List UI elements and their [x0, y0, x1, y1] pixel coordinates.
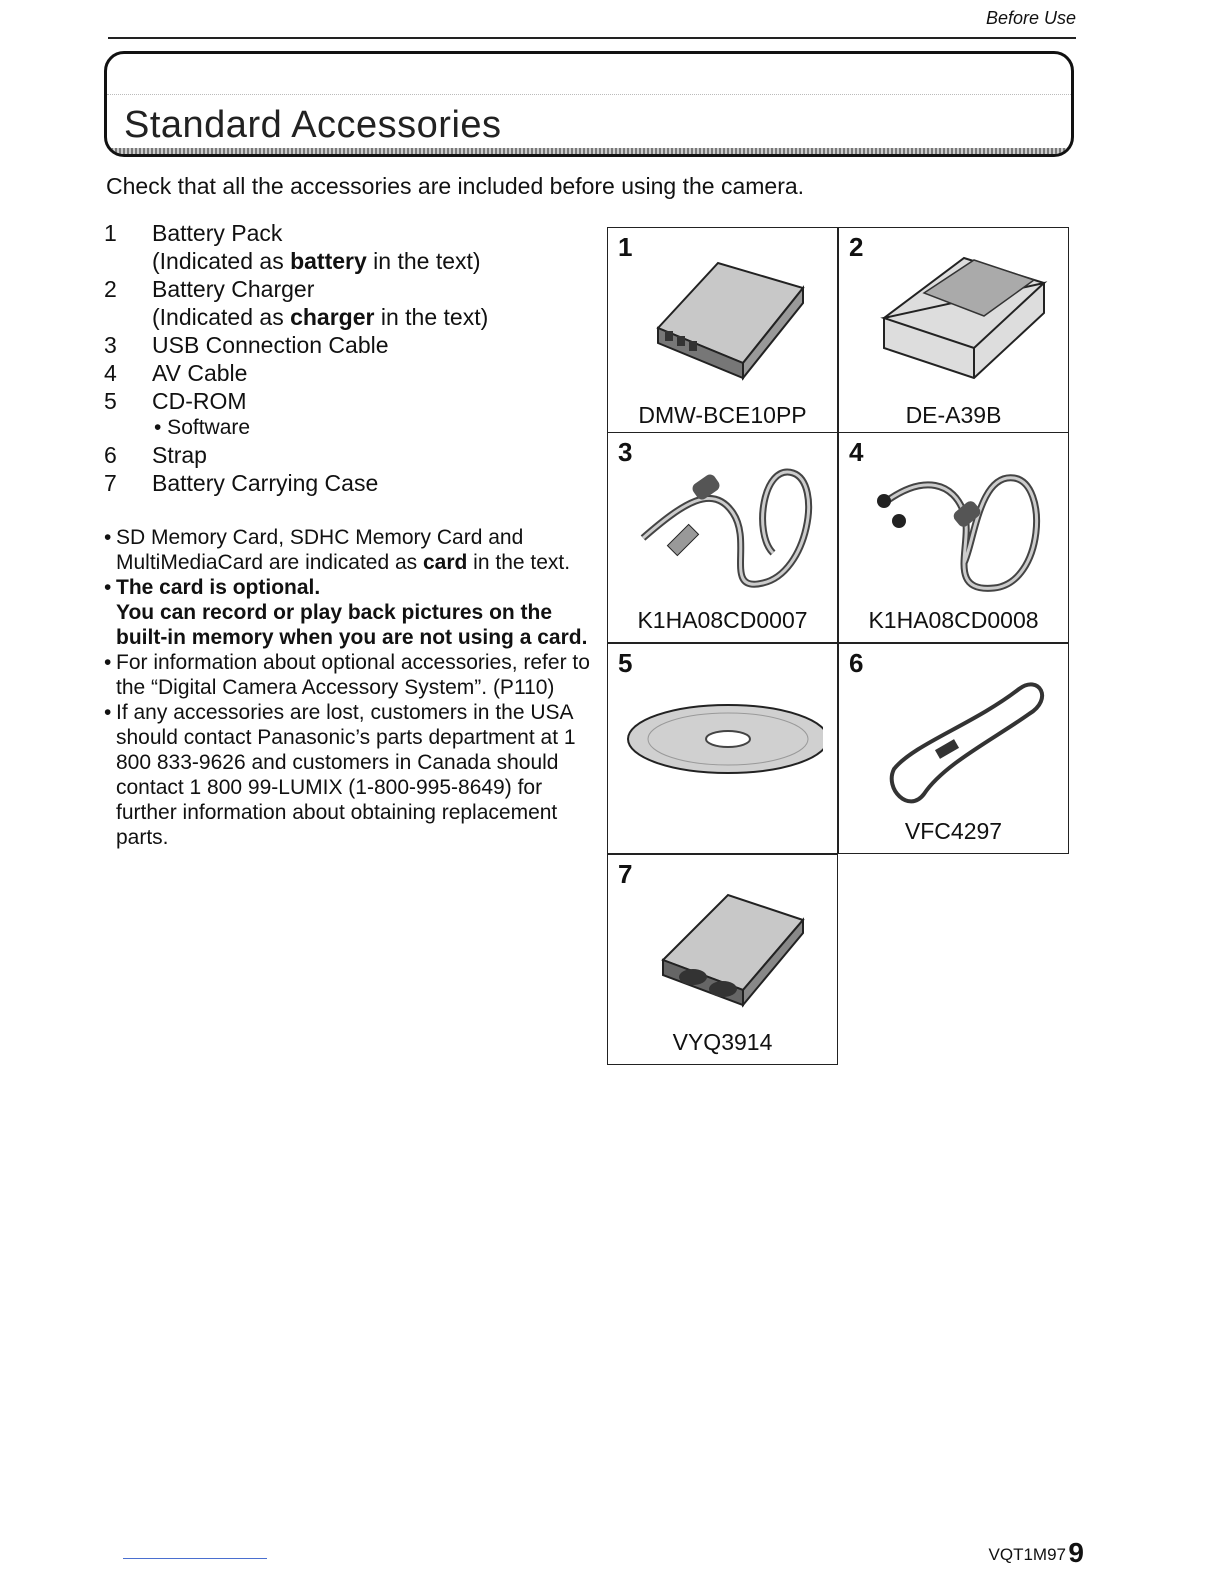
item-number: 6	[849, 648, 864, 678]
page-number: 9	[1068, 1537, 1084, 1568]
model-number: K1HA08CD0008	[868, 607, 1039, 633]
item-number: 1	[618, 232, 633, 262]
grid-cell	[838, 227, 1069, 438]
model-number: DMW-BCE10PP	[638, 402, 807, 428]
list-item: 7 Battery Carrying Case	[104, 470, 379, 496]
list-item: 4 AV Cable	[104, 360, 248, 386]
item-number: 4	[849, 437, 864, 467]
grid-cell	[607, 854, 838, 1065]
intro-text: Check that all the accessories are included before using the camera.	[106, 173, 805, 199]
battery-pack-icon	[623, 238, 823, 398]
grid-cell	[607, 643, 838, 854]
item-number: 3	[618, 437, 633, 467]
list-item: 6 Strap	[104, 442, 207, 468]
av-cable-icon	[854, 443, 1054, 603]
note-item: • SD Memory Card, SDHC Memory Card and MultiMediaCard are indicated as card in the text.	[104, 525, 594, 575]
item-number: 2	[849, 232, 864, 262]
cd-rom-icon	[623, 654, 823, 814]
accessory-grid	[607, 227, 1070, 1067]
grid-cell	[607, 227, 838, 438]
usb-cable-icon	[623, 443, 823, 603]
model-number: DE-A39B	[905, 402, 1002, 428]
note-item: • For information about optional accessories, refer to the “Digital Camera Accessory System”. (P110)	[104, 650, 594, 700]
notes-list	[104, 525, 594, 850]
section-label: Before Use	[985, 8, 1076, 28]
item-number: 5	[618, 648, 633, 678]
strap-icon	[854, 654, 1054, 814]
footer-line	[123, 1558, 267, 1559]
note-item: • The card is optional. You can record or play back pictures on the built-in memory when you are not using a card.	[104, 575, 594, 650]
model-number: VYQ3914	[672, 1029, 773, 1055]
note-item: • If any accessories are lost, customers in the USA should contact Panasonic’s parts department at 1 800 833-9626 and customers in Canada should contact 1 800 99-LUMIX (1-800-995-8649) for further information about obtaining replacement parts.	[104, 700, 594, 850]
header-rule	[108, 37, 1076, 39]
item-number: 7	[618, 859, 633, 889]
document-code: VQT1M97	[988, 1545, 1066, 1564]
list-item: 1 Battery Pack (Indicated as battery in the text)	[104, 220, 481, 274]
list-item: 5 CD-ROM • Software	[104, 388, 251, 439]
model-number: VFC4297	[904, 818, 1003, 844]
grid-cell	[607, 432, 838, 643]
title-box	[104, 51, 1074, 157]
model-number: K1HA08CD0007	[637, 607, 808, 633]
accessory-list	[104, 219, 564, 497]
battery-case-icon	[623, 865, 823, 1025]
page-title: Standard Accessories	[124, 104, 502, 146]
battery-charger-icon	[854, 238, 1054, 398]
grid-cell	[838, 643, 1069, 854]
list-item: 2 Battery Charger (Indicated as charger in the text)	[104, 276, 489, 330]
list-item: 3 USB Connection Cable	[104, 332, 389, 358]
grid-cell	[838, 432, 1069, 643]
